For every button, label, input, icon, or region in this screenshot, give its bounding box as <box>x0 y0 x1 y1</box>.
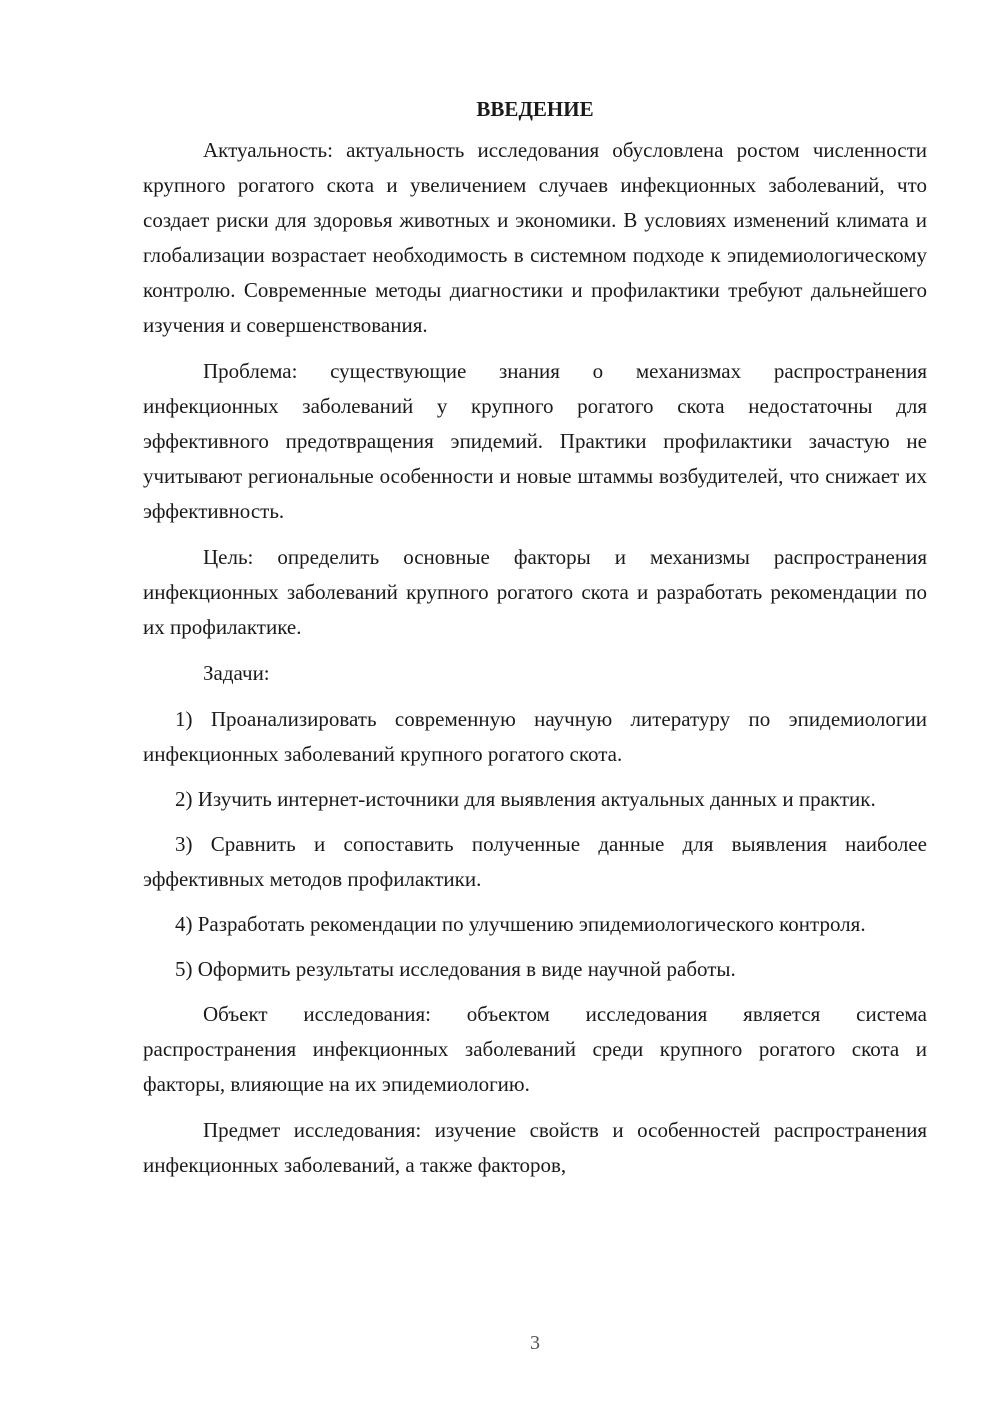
paragraph-goal: Цель: определить основные факторы и механизмы распространения инфекционных заболеваний крупного рогатого скота и разработать рекомендации по их профилактике. <box>143 545 927 639</box>
task-item: 3) Сравнить и сопоставить полученные данные для выявления наиболее эффективных методов профилактики. <box>143 832 927 891</box>
page-number: 3 <box>530 1332 540 1354</box>
paragraph-subject: Предмет исследования: изучение свойств и особенностей распространения инфекционных заболеваний, а также факторов, <box>143 1118 927 1177</box>
task-item: 1) Проанализировать современную научную литературу по эпидемиологии инфекционных заболеваний крупного рогатого скота. <box>143 707 927 766</box>
task-item: 4) Разработать рекомендации по улучшению эпидемиологического контроля. <box>175 912 866 936</box>
paragraph-object: Объект исследования: объектом исследования является система распространения инфекционных заболеваний среди крупного рогатого скота и факторы, влияющие на их эпидемиологию. <box>143 1002 927 1096</box>
section-title: ВВЕДЕНИЕ <box>476 97 594 121</box>
tasks-heading: Задачи: <box>203 661 270 685</box>
document-page <box>143 92 927 1194</box>
task-item: 2) Изучить интернет-источники для выявления актуальных данных и практик. <box>175 787 876 811</box>
task-item: 5) Оформить результаты исследования в виде научной работы. <box>175 957 736 981</box>
paragraph-relevance: Актуальность: актуальность исследования обусловлена ростом численности крупного рогатого скота и увеличением случаев инфекционных заболеваний, что создает риски для здоровья животных и экономики. В условиях изменений климата и глобализации возрастает необходимость в системном подходе к эпидемиологическому контролю. Современные методы диагностики и профилактики требуют дальнейшего изучения и совершенствования. <box>143 138 927 337</box>
paragraph-problem: Проблема: существующие знания о механизмах распространения инфекционных заболеваний у крупного рогатого скота недостаточны для эффективного предотвращения эпидемий. Практики профилактики зачастую не учитывают региональные особенности и новые штаммы возбудителей, что снижает их эффективность. <box>143 359 927 523</box>
